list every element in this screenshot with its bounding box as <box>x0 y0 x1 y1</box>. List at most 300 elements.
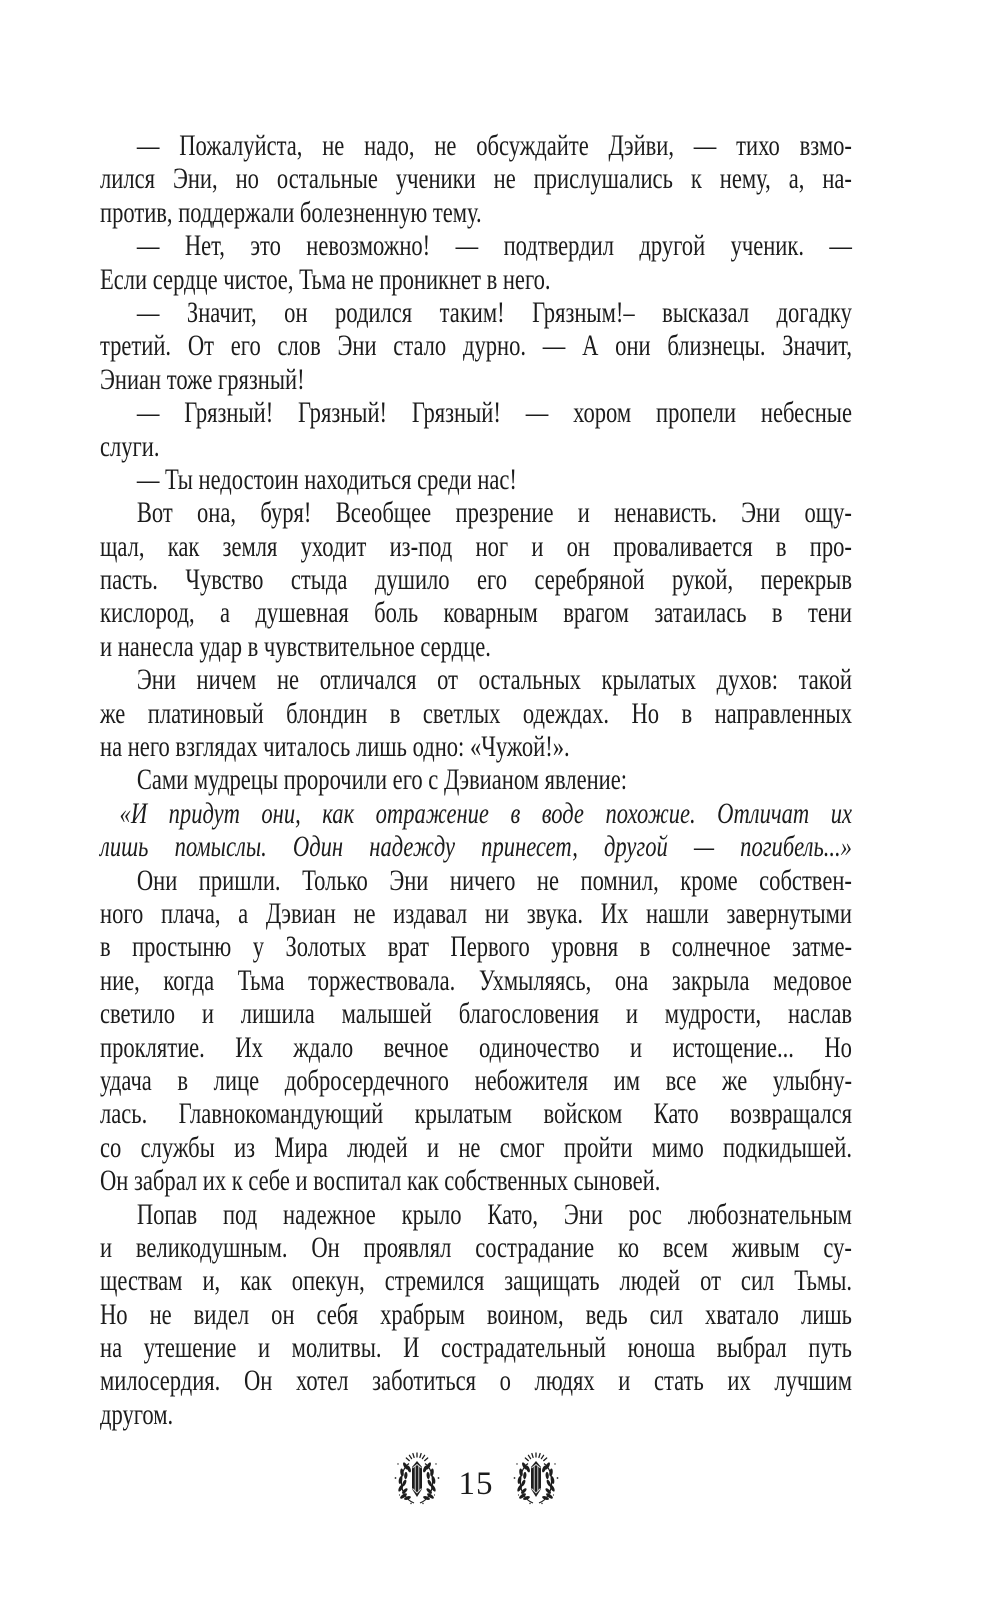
word: ученик. <box>730 229 804 263</box>
word: Они <box>136 863 178 897</box>
word: его <box>230 329 261 363</box>
word: в <box>510 796 521 830</box>
word: ног <box>475 529 509 563</box>
word: прислушались <box>533 162 673 196</box>
word: остальные <box>276 162 378 196</box>
word: Като <box>653 1097 699 1131</box>
word: в <box>681 696 693 730</box>
word: и <box>531 529 544 563</box>
word: надо, <box>364 129 415 162</box>
word: на <box>100 1331 123 1365</box>
word: в <box>177 1063 189 1097</box>
text-line <box>100 1264 852 1297</box>
word: звука. <box>526 896 584 930</box>
word: уходит <box>300 529 367 563</box>
word: другой <box>604 830 668 864</box>
word: погибель...» <box>740 830 852 864</box>
word: Ухмыляясь, <box>478 963 592 997</box>
word: нему, <box>719 162 771 196</box>
word: в <box>771 596 783 630</box>
word: стало <box>393 329 447 363</box>
word: вечное <box>383 1030 449 1064</box>
paragraph <box>100 129 852 229</box>
word: ществам <box>100 1264 183 1298</box>
word: людей <box>347 1130 408 1164</box>
text-line: Эниан тоже грязный! <box>100 362 305 396</box>
word: возвращался <box>730 1097 852 1131</box>
word: духов: <box>716 663 778 697</box>
word: Значит, <box>186 295 257 329</box>
word: крыло <box>401 1197 462 1231</box>
word: И <box>403 1331 420 1365</box>
text-line <box>100 697 852 730</box>
text-line <box>100 129 852 162</box>
paragraph <box>100 396 852 463</box>
laurel-crystal-ornament-icon <box>512 1451 560 1505</box>
word: Нет, <box>184 229 225 263</box>
word: — <box>525 396 549 430</box>
word: Эни <box>389 863 429 897</box>
word: кислород, <box>100 596 195 630</box>
word: простыню <box>132 930 232 964</box>
word: небесные <box>760 396 852 430</box>
word: Но <box>824 1030 852 1064</box>
word: воином, <box>486 1297 564 1331</box>
word: подтвердил <box>503 229 614 263</box>
word: другой <box>639 229 706 263</box>
word: и <box>618 1364 631 1398</box>
text-line <box>100 1231 852 1264</box>
word: — <box>136 295 160 329</box>
word: защищать <box>504 1264 600 1298</box>
word: душило <box>374 563 450 597</box>
word: — <box>136 396 160 430</box>
word: издавал <box>393 896 468 930</box>
word: в <box>389 696 401 730</box>
word: из <box>234 1130 256 1164</box>
word: презрение <box>455 496 554 530</box>
word: людях <box>534 1364 595 1398</box>
word: сострадание <box>475 1230 595 1264</box>
word: проваливается <box>613 529 753 563</box>
word: — <box>693 129 717 162</box>
word: направленных <box>714 696 852 730</box>
word: Грязный! <box>184 396 274 430</box>
word: обсуждайте <box>476 129 589 162</box>
word: к <box>690 162 702 196</box>
text-line <box>100 997 852 1030</box>
word: подкидышей. <box>723 1130 852 1164</box>
word: Попав <box>136 1197 198 1231</box>
word: душевная <box>255 596 349 630</box>
word: а, <box>788 162 805 196</box>
word: но <box>235 162 259 196</box>
word: не <box>493 162 516 196</box>
word: Всеобщее <box>335 496 432 530</box>
paragraph <box>100 229 852 296</box>
word: хотел <box>295 1364 349 1398</box>
word: малышей <box>341 997 432 1031</box>
word: сострадательный <box>441 1331 606 1365</box>
word: людей <box>619 1264 681 1298</box>
word: догадку <box>776 295 852 329</box>
text-block <box>100 129 852 1431</box>
word: врагом <box>563 596 629 630</box>
word: благословения <box>458 997 600 1031</box>
word: Главнокомандующий <box>178 1097 384 1131</box>
word: затме- <box>791 930 852 964</box>
word: От <box>187 329 214 363</box>
word: Тьмы. <box>794 1264 852 1298</box>
text-line: против, поддержали болезненную тему. <box>100 195 482 229</box>
word: медовое <box>773 963 852 997</box>
word: — <box>542 329 566 363</box>
word: сил <box>740 1264 775 1298</box>
word: она, <box>197 496 237 530</box>
word: похожие. <box>605 796 696 830</box>
word: милосердия. <box>100 1364 221 1398</box>
word: взмо- <box>799 129 852 162</box>
word: их <box>830 796 852 830</box>
text-line <box>100 663 852 696</box>
word: как <box>322 796 355 830</box>
text-line: — Ты недостоин находиться среди нас! <box>136 462 517 496</box>
word: Пожалуйста, <box>179 129 303 162</box>
word: Он <box>243 1364 273 1398</box>
word: закрыла <box>671 963 750 997</box>
word: не <box>434 129 457 162</box>
text-line <box>100 396 852 429</box>
word: Эни <box>741 496 781 530</box>
word: Чувство <box>185 563 264 597</box>
word: — <box>829 229 852 263</box>
word: Их <box>235 1030 263 1064</box>
word: она <box>614 963 649 997</box>
paragraph <box>100 463 852 496</box>
paragraph <box>100 763 852 796</box>
word: такой <box>798 663 852 697</box>
word: в <box>775 529 787 563</box>
word: видел <box>193 1297 250 1331</box>
word: Эни <box>337 329 377 363</box>
word: утешение <box>143 1331 237 1365</box>
word: все <box>665 1063 697 1097</box>
word: серебряной <box>534 563 645 597</box>
word: Тьма <box>237 963 285 997</box>
word: остальных <box>478 663 581 697</box>
word: придут <box>168 796 240 830</box>
word: помыслы. <box>174 830 267 864</box>
word: и <box>625 997 638 1031</box>
word: службы <box>140 1130 215 1164</box>
text-line: на него взглядах читалось лишь одно: «Чужой!». <box>100 730 570 764</box>
word: выбрал <box>716 1331 787 1365</box>
word: молитвы. <box>291 1331 382 1365</box>
word: Грязный! <box>411 396 501 430</box>
text-line: слуги. <box>100 429 160 463</box>
text-line <box>100 897 852 930</box>
word: ни <box>484 896 509 930</box>
word: и <box>100 1230 113 1264</box>
word: Золотых <box>285 930 367 964</box>
word: не <box>322 129 345 162</box>
word: светило <box>100 997 176 1031</box>
text-line <box>100 162 852 195</box>
word: Эни <box>563 1197 603 1231</box>
word: это <box>250 229 281 263</box>
word: пасть. <box>100 563 158 597</box>
word: удача <box>100 1063 152 1097</box>
word: крылатых <box>601 663 696 697</box>
word: коварным <box>443 596 538 630</box>
word: Като, <box>487 1197 539 1231</box>
word: рукой, <box>672 563 734 597</box>
word: Грязным!– <box>532 295 635 329</box>
word: они, <box>261 796 301 830</box>
word: и <box>257 1331 271 1365</box>
word: Отличат <box>717 796 810 830</box>
word: любознательным <box>687 1197 852 1231</box>
word: невозможно! <box>306 229 431 263</box>
word: небожителя <box>474 1063 589 1097</box>
word: светлых <box>422 696 501 730</box>
word: земля <box>222 529 278 563</box>
word: истощение... <box>672 1030 794 1064</box>
word: Мира <box>274 1130 328 1164</box>
word: Эни <box>136 663 176 697</box>
word: Только <box>302 863 368 897</box>
word: и <box>629 1030 643 1064</box>
word: надежное <box>283 1197 376 1231</box>
text-line <box>100 596 852 629</box>
word: лишила <box>240 997 315 1031</box>
word: их <box>727 1364 751 1398</box>
word: крылатым <box>414 1097 513 1131</box>
word: собствен- <box>759 863 852 897</box>
word: Грязный! <box>298 396 388 430</box>
text-line <box>100 1198 852 1231</box>
text-line <box>100 563 852 596</box>
word: ощу- <box>804 496 852 530</box>
word: сил <box>649 1297 683 1331</box>
word: стыда <box>290 563 348 597</box>
word: не <box>458 1130 481 1164</box>
word: и, <box>202 1264 221 1298</box>
word: лице <box>213 1063 260 1097</box>
word: не <box>276 663 300 697</box>
word: боль <box>374 596 419 630</box>
word: войском <box>543 1097 623 1131</box>
word: хором <box>573 396 632 430</box>
word: на- <box>822 162 852 196</box>
word: же <box>100 696 126 730</box>
word: лучшим <box>774 1364 852 1398</box>
text-line <box>100 964 852 997</box>
word: ненависть. <box>614 496 717 530</box>
text-line <box>100 530 852 563</box>
word: Их <box>600 896 629 930</box>
word: щал, <box>100 529 145 563</box>
text-line <box>100 1064 852 1097</box>
word: проклятие. <box>100 1030 205 1064</box>
word: пришли. <box>198 863 281 897</box>
word: уровня <box>551 930 619 964</box>
word: им <box>613 1063 640 1097</box>
word: ждало <box>293 1030 354 1064</box>
word: про- <box>809 529 852 563</box>
word: пропели <box>655 396 737 430</box>
word: таким! <box>439 295 505 329</box>
word: отражение <box>375 796 489 830</box>
word: — <box>136 129 160 162</box>
word: Вот <box>136 496 173 530</box>
text-line <box>100 1131 852 1164</box>
word: хватало <box>704 1297 779 1331</box>
word: его <box>477 563 508 597</box>
word: — <box>136 229 160 263</box>
page-number: 15 <box>458 1465 494 1502</box>
word: стать <box>654 1364 704 1398</box>
word: ничего <box>449 863 516 897</box>
text-line <box>100 1097 852 1130</box>
word: Он <box>311 1230 340 1264</box>
word: Дэвиан <box>265 896 336 930</box>
word: воде <box>541 796 584 830</box>
word: о <box>499 1364 511 1398</box>
word: дурно. <box>462 329 527 363</box>
word: ного <box>100 896 144 930</box>
paragraph <box>100 864 852 1198</box>
text-line: Он забрал их к себе и воспитал как собственных сыновей. <box>100 1164 661 1198</box>
word: а <box>220 596 231 630</box>
text-line <box>100 229 852 262</box>
text-line <box>100 830 852 863</box>
text-line <box>100 1298 852 1331</box>
word: со <box>100 1130 122 1164</box>
word: су- <box>823 1230 852 1264</box>
word: у <box>252 930 265 964</box>
word: в <box>639 930 651 964</box>
text-line <box>100 496 852 529</box>
word: — <box>455 229 479 263</box>
word: как <box>240 1264 272 1298</box>
text-line: Если сердце чистое, Тьма не проникнет в него. <box>100 262 551 296</box>
word: и <box>201 997 214 1031</box>
word: одиночество <box>479 1030 600 1064</box>
paragraph <box>100 1198 852 1432</box>
word: ведь <box>585 1297 628 1331</box>
word: заботиться <box>372 1364 476 1398</box>
word: великодушным. <box>135 1230 288 1264</box>
word: затаилась <box>654 596 747 630</box>
word: завернутыми <box>726 896 852 930</box>
word: Эни, <box>172 162 218 196</box>
word: перекрыв <box>760 563 852 597</box>
word: близнецы. <box>667 329 766 363</box>
word: из-под <box>389 529 453 563</box>
word: как <box>167 529 200 563</box>
word: Но <box>631 696 660 730</box>
word: солнечное <box>671 930 771 964</box>
word: тени <box>807 596 852 630</box>
word: мимо <box>651 1130 704 1164</box>
word: в <box>100 930 111 964</box>
text-line: другом. <box>100 1397 174 1431</box>
text-line <box>100 1331 852 1364</box>
word: родился <box>335 295 413 329</box>
laurel-crystal-ornament-icon <box>393 1451 441 1505</box>
word: он <box>284 295 308 329</box>
text-line <box>100 1364 852 1397</box>
word: слов <box>277 329 321 363</box>
word: храбрым <box>380 1297 465 1331</box>
word: отличался <box>319 663 417 697</box>
word: себя <box>316 1297 359 1331</box>
word: врат <box>387 930 429 964</box>
word: надежду <box>369 830 455 864</box>
paragraph <box>100 663 852 763</box>
word: наслав <box>787 997 852 1031</box>
word: же <box>722 1063 748 1097</box>
word: не <box>536 863 559 897</box>
paragraph <box>100 296 852 396</box>
word: от <box>700 1264 721 1298</box>
word: принесет, <box>481 830 578 864</box>
word: ко <box>617 1230 640 1264</box>
word: опекун, <box>291 1264 365 1298</box>
text-line <box>100 296 852 329</box>
word: Первого <box>450 930 530 964</box>
word: и <box>426 1130 440 1164</box>
word: рос <box>628 1197 662 1231</box>
word: А <box>582 329 599 363</box>
word: Один <box>292 830 344 864</box>
word: одеждах. <box>522 696 610 730</box>
word: юноша <box>627 1331 696 1365</box>
word: мудрости, <box>664 997 762 1031</box>
word: ние, <box>100 963 140 997</box>
word: не <box>353 896 376 930</box>
word: блондин <box>286 696 368 730</box>
word: Значит, <box>782 329 852 363</box>
word: он <box>271 1297 295 1331</box>
word: ученики <box>395 162 476 196</box>
word: платиновый <box>147 696 264 730</box>
word: лась. <box>100 1097 148 1131</box>
text-line: и нанесла удар в чувствительное сердце. <box>100 629 491 663</box>
word: когда <box>163 963 215 997</box>
word: путь <box>808 1331 852 1365</box>
paragraph <box>100 797 852 864</box>
word: под <box>222 1197 258 1231</box>
word: помнил, <box>580 863 659 897</box>
word: он <box>566 529 590 563</box>
word: улыбну- <box>772 1063 852 1097</box>
word: «И <box>119 796 148 830</box>
word: высказал <box>662 295 750 329</box>
word: ничем <box>196 663 257 697</box>
word: не <box>149 1297 172 1331</box>
page-footer <box>100 1450 852 1506</box>
word: пройти <box>563 1130 633 1164</box>
word: стремился <box>384 1264 485 1298</box>
word: Дэйви, <box>608 129 675 162</box>
word: Но <box>100 1297 128 1331</box>
text-line <box>100 1031 852 1064</box>
word: смог <box>499 1130 545 1164</box>
text-line <box>100 864 852 897</box>
word: всем <box>662 1230 709 1264</box>
